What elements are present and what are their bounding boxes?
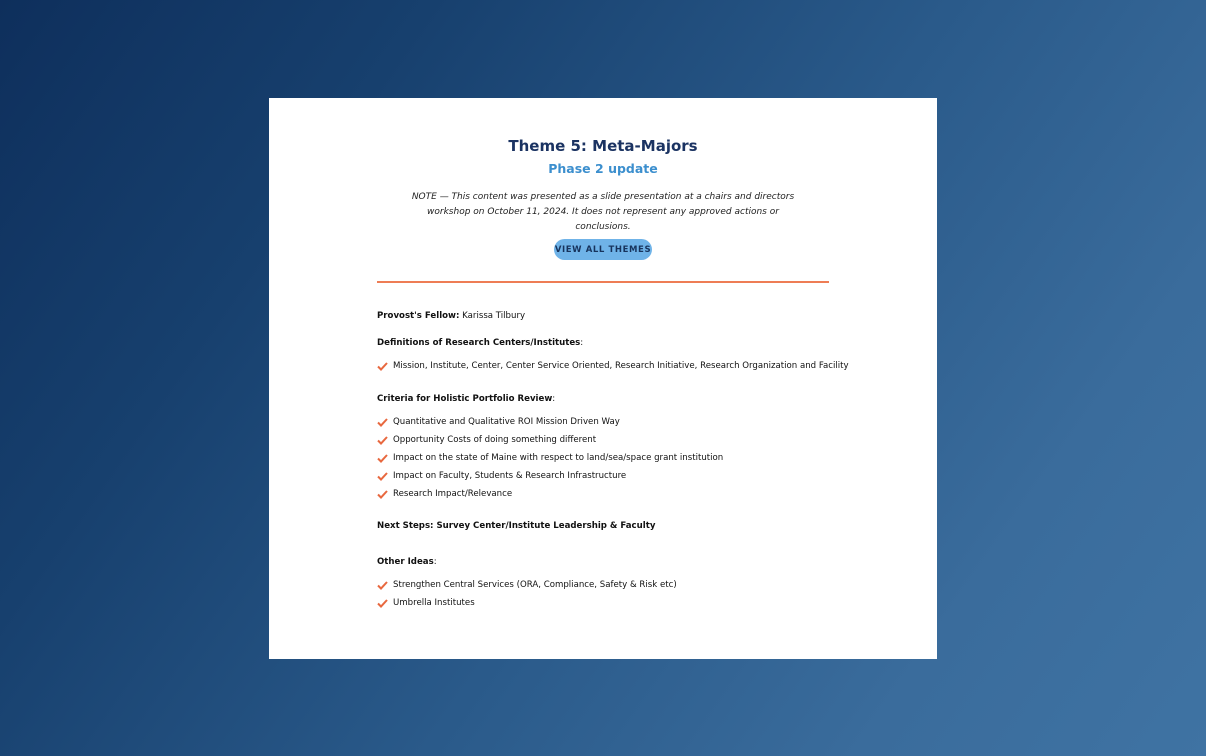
check-icon [377, 490, 388, 499]
check-icon [377, 454, 388, 463]
note-line-2: workshop on October 11, 2024. It does not represent any approved actions or conclusions. [427, 207, 779, 232]
fellow-name: Karissa Tilbury [459, 311, 526, 321]
list-item: Umbrella Institutes [377, 598, 475, 608]
page-subtitle: Phase 2 update [548, 161, 658, 176]
fellow-label: Provost's Fellow: [377, 311, 460, 321]
list-item: Opportunity Costs of doing something different [377, 435, 596, 445]
content-card [269, 98, 937, 659]
check-icon [377, 436, 388, 445]
check-icon [377, 362, 388, 371]
disclaimer-note [409, 190, 797, 235]
view-all-themes-button[interactable]: VIEW ALL THEMES [554, 239, 652, 260]
fellow-line [377, 311, 525, 321]
check-icon [377, 599, 388, 608]
page-title: Theme 5: Meta-Majors [508, 137, 698, 155]
list-item: Quantitative and Qualitative ROI Mission Driven Way [377, 417, 620, 427]
list-item: Mission, Institute, Center, Center Service Oriented, Research Initiative, Research Organization and Facility [377, 361, 849, 371]
list-item: Impact on Faculty, Students & Research Infrastructure [377, 471, 626, 481]
list-item: Impact on the state of Maine with respect to land/sea/space grant institution [377, 453, 723, 463]
check-icon [377, 418, 388, 427]
check-icon [377, 472, 388, 481]
check-icon [377, 581, 388, 590]
list-item: Research Impact/Relevance [377, 489, 512, 499]
next-steps: Next Steps: Survey Center/Institute Leadership & Faculty [377, 521, 656, 531]
list-item: Strengthen Central Services (ORA, Compliance, Safety & Risk etc) [377, 580, 677, 590]
note-line-1: NOTE — This content was presented as a slide presentation at a chairs and directors [411, 192, 795, 202]
criteria-heading: Criteria for Holistic Portfolio Review: [377, 394, 556, 404]
definitions-heading: Definitions of Research Centers/Institutes: [377, 338, 584, 348]
other-ideas-heading: Other Ideas: [377, 557, 437, 567]
divider [377, 281, 829, 283]
